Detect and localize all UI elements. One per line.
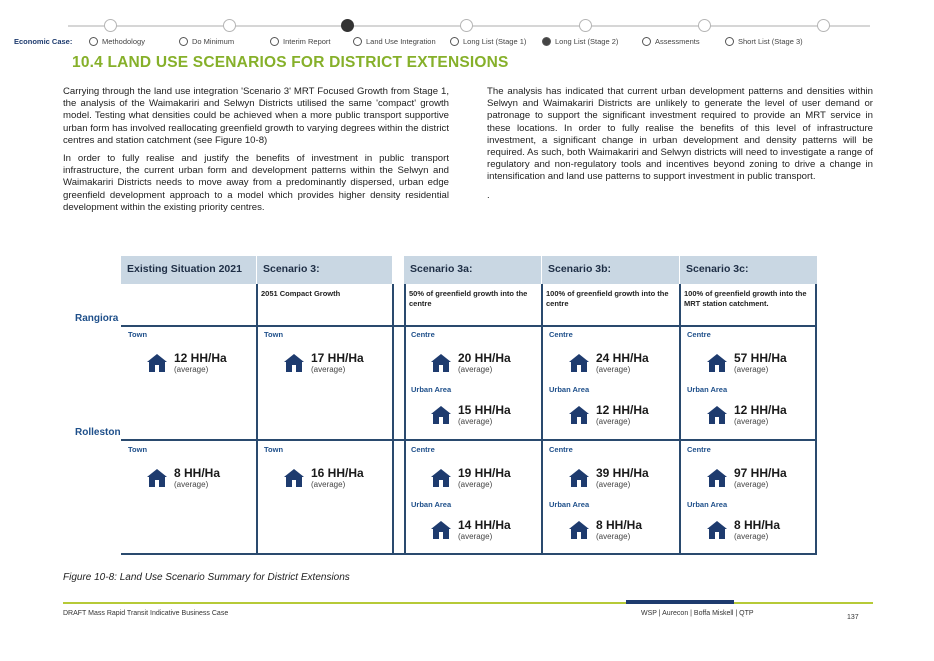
average-label: (average) <box>174 365 209 374</box>
density-value: 17 HH/Ha <box>311 351 364 365</box>
house-icon <box>568 468 590 488</box>
step-long-list-stage-1[interactable] <box>450 37 526 46</box>
average-label: (average) <box>458 365 493 374</box>
density-value: 39 HH/Ha <box>596 466 649 480</box>
step-short-list-stage-3[interactable] <box>725 37 803 46</box>
house-icon <box>568 520 590 540</box>
average-label: (average) <box>734 417 769 426</box>
progress-dot <box>698 19 711 32</box>
radio-icon <box>642 37 651 46</box>
paragraph: . <box>487 189 490 201</box>
density-value: 19 HH/Ha <box>458 466 511 480</box>
radio-icon <box>353 37 362 46</box>
row-label-rolleston: Rolleston <box>75 427 121 438</box>
label-centre: Centre <box>411 330 435 339</box>
row-label-rangiora: Rangiora <box>75 313 119 324</box>
step-label: Long List (Stage 2) <box>555 37 619 46</box>
density-metric <box>146 352 227 374</box>
density-value: 14 HH/Ha <box>458 518 511 532</box>
header-scenario-3c: Scenario 3c: <box>680 256 817 284</box>
subtitle-scenario-3a: 50% of greenfield growth into the centre <box>409 289 528 308</box>
density-metric <box>430 467 511 489</box>
step-nav <box>14 37 864 51</box>
body-column-left <box>63 86 449 220</box>
progress-dot <box>579 19 592 32</box>
label-centre: Centre <box>549 330 573 339</box>
radio-icon <box>270 37 279 46</box>
density-value: 8 HH/Ha <box>734 518 781 532</box>
paragraph: In order to fully realise and justify the benefits of investment in public transport infrastructure, the current urban form and development patterns within the Selwyn and Waimakariri Districts needs to move away from a predominantly dispersed, urban edge greenfield development approach to a model which provides higher density residential development within the existing priority centres. <box>63 153 449 213</box>
label-town: Town <box>128 445 148 454</box>
radio-icon <box>450 37 459 46</box>
house-icon <box>706 353 728 373</box>
house-icon <box>706 405 728 425</box>
step-assessments[interactable] <box>642 37 700 46</box>
label-urban-area: Urban Area <box>549 385 590 394</box>
label-town: Town <box>128 330 148 339</box>
label-urban-area: Urban Area <box>687 385 728 394</box>
density-value: 24 HH/Ha <box>596 351 649 365</box>
step-label: Do Minimum <box>192 37 235 46</box>
grid-line <box>121 439 817 441</box>
average-label: (average) <box>596 532 631 541</box>
house-icon <box>146 468 168 488</box>
footer-document-title: DRAFT Mass Rapid Transit Indicative Business Case <box>63 610 229 617</box>
density-value: 97 HH/Ha <box>734 466 787 480</box>
density-value: 16 HH/Ha <box>311 466 364 480</box>
label-centre: Centre <box>687 445 711 454</box>
density-metric <box>283 352 364 374</box>
density-value: 12 HH/Ha <box>596 403 649 417</box>
density-metric <box>568 404 649 426</box>
label-town: Town <box>264 445 284 454</box>
subtitle-scenario-3b: 100% of greenfield growth into the centre <box>546 289 669 308</box>
density-metric <box>430 404 511 426</box>
progress-dot <box>223 19 236 32</box>
step-label: Assessments <box>655 37 700 46</box>
density-metric <box>283 467 364 489</box>
label-town: Town <box>264 330 284 339</box>
density-metric <box>430 519 511 541</box>
grid-line <box>121 325 817 327</box>
house-icon <box>430 353 452 373</box>
header-scenario-3b: Scenario 3b: <box>542 256 679 284</box>
label-urban-area: Urban Area <box>411 500 452 509</box>
progress-dot <box>104 19 117 32</box>
density-metric <box>568 352 649 374</box>
economic-case-label: Economic Case: <box>14 37 73 46</box>
footer-rule-accent <box>626 600 734 604</box>
house-icon <box>568 405 590 425</box>
progress-dot-current <box>341 19 354 32</box>
step-methodology[interactable] <box>89 37 145 46</box>
average-label: (average) <box>734 532 769 541</box>
grid-line <box>121 553 817 555</box>
density-value: 12 HH/Ha <box>734 403 787 417</box>
paragraph: Carrying through the land use integration 'Scenario 3' MRT Focused Growth from Stage 1, the analysis of the Waimakariri and Selwyn Districts utilised the same 'compact' growth model. Testing what densities could be achieved when a more public transport supportive urban form has involved reallocating greenfield growth to varying degrees within the district centres and station catchment (see Figure 10-8) <box>63 86 449 146</box>
radio-filled-icon <box>542 37 551 46</box>
label-centre: Centre <box>549 445 573 454</box>
average-label: (average) <box>596 365 631 374</box>
house-icon <box>706 468 728 488</box>
house-icon <box>430 520 452 540</box>
subtitle-scenario-3: 2051 Compact Growth <box>261 289 341 298</box>
density-metric <box>430 352 511 374</box>
step-interim-report[interactable] <box>270 37 331 46</box>
average-label: (average) <box>311 480 346 489</box>
average-label: (average) <box>458 417 493 426</box>
body-column-right <box>487 86 873 208</box>
step-long-list-stage-2[interactable] <box>542 37 618 46</box>
density-metric <box>706 467 787 489</box>
radio-icon <box>725 37 734 46</box>
subtitle-scenario-3c: 100% of greenfield growth into the MRT station catchment. <box>684 289 807 308</box>
average-label: (average) <box>458 532 493 541</box>
density-value: 57 HH/Ha <box>734 351 787 365</box>
density-metric <box>706 352 787 374</box>
paragraph: The analysis has indicated that current urban development patterns and densities within Selwyn and Waimakariri Districts are unlikely to generate the level of user demand or patronage to support the significant investment required to provide an MRT service in these locations. In order to fully realise the benefits of this level of infrastructure investment, a significant change in urban development and density patterns will be required. As such, both Waimakariri and Selwyn districts will need to investigate a range of regulatory and non-regulatory tools and incentives beyond zoning to drive a change in intensification and land use patterns to support investment in public transport. <box>487 86 873 183</box>
header-scenario-3: Scenario 3: <box>257 256 392 284</box>
step-label: Methodology <box>102 37 145 46</box>
density-value: 8 HH/Ha <box>596 518 643 532</box>
label-centre: Centre <box>687 330 711 339</box>
house-icon <box>430 468 452 488</box>
density-value: 20 HH/Ha <box>458 351 511 365</box>
density-metric <box>568 467 649 489</box>
average-label: (average) <box>458 480 493 489</box>
step-do-minimum[interactable] <box>179 37 234 46</box>
house-icon <box>283 468 305 488</box>
footer-authors: WSP | Aurecon | Boffa Miskell | QTP <box>641 610 754 617</box>
house-icon <box>568 353 590 373</box>
density-metric <box>706 519 780 541</box>
label-urban-area: Urban Area <box>411 385 452 394</box>
page-number: 137 <box>847 614 859 621</box>
average-label: (average) <box>311 365 346 374</box>
step-land-use-integration[interactable] <box>353 37 436 46</box>
density-value: 8 HH/Ha <box>174 466 221 480</box>
density-metric <box>568 519 642 541</box>
average-label: (average) <box>734 365 769 374</box>
label-urban-area: Urban Area <box>549 500 590 509</box>
density-metric <box>706 404 787 426</box>
step-label: Interim Report <box>283 37 331 46</box>
average-label: (average) <box>596 480 631 489</box>
footer-rule <box>63 602 873 604</box>
house-icon <box>430 405 452 425</box>
density-value: 12 HH/Ha <box>174 351 227 365</box>
density-metric <box>146 467 220 489</box>
step-label: Long List (Stage 1) <box>463 37 527 46</box>
average-label: (average) <box>174 480 209 489</box>
radio-icon <box>179 37 188 46</box>
house-icon <box>146 353 168 373</box>
header-scenario-3a: Scenario 3a: <box>404 256 541 284</box>
density-value: 15 HH/Ha <box>458 403 511 417</box>
figure-caption: Figure 10-8: Land Use Scenario Summary for District Extensions <box>63 572 350 583</box>
average-label: (average) <box>596 417 631 426</box>
radio-icon <box>89 37 98 46</box>
section-heading: 10.4 LAND USE SCENARIOS FOR DISTRICT EXTENSIONS <box>72 54 509 71</box>
step-label: Land Use Integration <box>366 37 436 46</box>
progress-dot <box>817 19 830 32</box>
header-existing: Existing Situation 2021 <box>121 256 256 284</box>
house-icon <box>706 520 728 540</box>
house-icon <box>283 353 305 373</box>
step-label: Short List (Stage 3) <box>738 37 803 46</box>
label-urban-area: Urban Area <box>687 500 728 509</box>
average-label: (average) <box>734 480 769 489</box>
progress-dot <box>460 19 473 32</box>
label-centre: Centre <box>411 445 435 454</box>
